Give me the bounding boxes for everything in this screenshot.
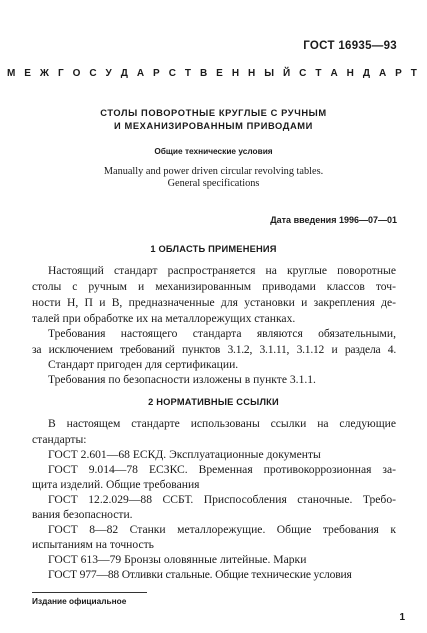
- section-1-line: Требования настоящего стандарта являются обязательными,: [48, 327, 396, 340]
- section-1-line: Требования по безопасности изложены в пункте 3.1.1.: [48, 373, 316, 386]
- section-1-line: за исключением требований пунктов 3.1.2, 3.1.11, 3.1.12 и раздела 4.: [32, 343, 396, 356]
- section-2-line: испытаниям на точность: [32, 538, 154, 551]
- section-2-line: ГОСТ 9.014—78 ЕСЗКС. Временная противокоррозионная за-: [48, 463, 396, 476]
- section-2-line: ГОСТ 977—88 Отливки стальные. Общие технические условия: [48, 568, 352, 581]
- document-subtitle: Общие технические условия: [154, 146, 273, 156]
- section-2-line: вания безопасности.: [32, 508, 133, 521]
- section-2-line: ГОСТ 12.2.029—88 ССБТ. Приспособления станочные. Требо-: [48, 493, 396, 506]
- standard-type: М Е Ж Г О С У Д А Р С Т В Е Н Н Ы Й С Т А Н Д А Р Т: [6, 68, 421, 79]
- section-2-line: ГОСТ 2.601—68 ЕСКД. Эксплуатационные документы: [48, 448, 321, 461]
- page-number: 1: [399, 612, 405, 623]
- section-2-line: ГОСТ 613—79 Бронзы оловянные литейные. Марки: [48, 553, 307, 566]
- document-title-line-1: СТОЛЫ ПОВОРОТНЫЕ КРУГЛЫЕ С РУЧНЫМ: [100, 108, 327, 118]
- section-1-heading: 1 ОБЛАСТЬ ПРИМЕНЕНИЯ: [150, 244, 277, 254]
- section-2-line: В настоящем стандарте использованы ссылки на следующие: [48, 417, 396, 430]
- section-1-line: ности Н, П и В, предназначенные для установки и закрепления де-: [32, 296, 396, 309]
- section-2-line: стандарты:: [32, 433, 87, 446]
- section-1-line: талей при обработке их на металлорежущих станках.: [32, 312, 296, 325]
- document-id: ГОСТ 16935—93: [303, 40, 397, 52]
- section-2-line: щита изделий. Общие требования: [32, 478, 200, 491]
- section-2-heading: 2 НОРМАТИВНЫЕ ССЫЛКИ: [148, 397, 279, 407]
- document-title-line-2: И МЕХАНИЗИРОВАННЫМ ПРИВОДАМИ: [114, 121, 313, 131]
- section-1-line: столы с ручным и механизированным приводами классов точ-: [32, 280, 396, 293]
- section-1-line: Настоящий стандарт распространяется на круглые поворотные: [48, 264, 396, 277]
- section-2-line: ГОСТ 8—82 Станки металлорежущие. Общие требования к: [48, 523, 396, 536]
- english-title-line-2: General specifications: [167, 178, 260, 189]
- english-title-line-1: Manually and power driven circular revolving tables.: [103, 166, 324, 177]
- effective-date: Дата введения 1996—07—01: [270, 215, 397, 225]
- footer-divider: [32, 592, 147, 593]
- section-1-line: Стандарт пригоден для сертификации.: [48, 358, 239, 371]
- edition-note: Издание официальное: [32, 596, 127, 606]
